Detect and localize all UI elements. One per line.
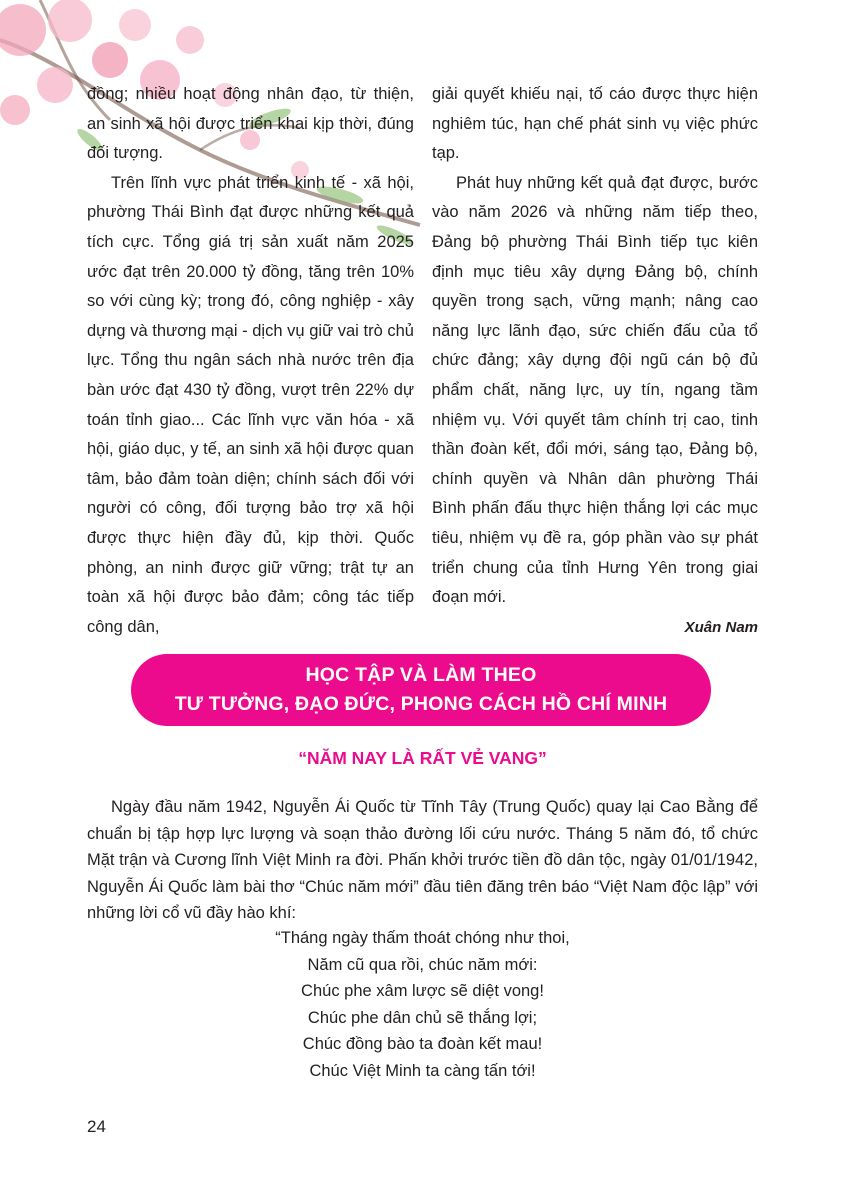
- article-body: [87, 794, 758, 927]
- banner-line-1: HỌC TẬP VÀ LÀM THEO: [305, 664, 537, 686]
- section-banner: [131, 654, 711, 726]
- page-number: 24: [87, 1117, 106, 1136]
- poem-line: Năm cũ qua rồi, chúc năm mới:: [307, 955, 538, 974]
- poem: [87, 925, 758, 1085]
- poem-line: Chúc Việt Minh ta càng tấn tới!: [309, 1061, 536, 1080]
- right-column: [432, 80, 758, 642]
- article-title: “NĂM NAY LÀ RẤT VẺ VANG”: [298, 748, 547, 768]
- left-column: [87, 80, 414, 642]
- banner-line-2: TƯ TƯỞNG, ĐẠO ĐỨC, PHONG CÁCH HỒ CHÍ MINH: [174, 693, 668, 715]
- poem-line: Chúc đồng bào ta đoàn kết mau!: [302, 1035, 543, 1054]
- poem-line: “Tháng ngày thấm thoát chóng như thoi,: [275, 929, 570, 947]
- left-paragraph-2: Trên lĩnh vực phát triển kinh tế - xã hội, phường Thái Bình đạt được những kết quả tích cực. Tổng giá trị sản xuất năm 2025 ước đạt trên 20.000 tỷ đồng, tăng trên 10% so với cùng kỳ; trong đó, công nghiệp - xây dựng và thương mại - dịch vụ giữ vai trò chủ lực. Tổng thu ngân sách nhà nước trên địa bàn ước đạt 430 tỷ đồng, vượt trên 22% dự toán tỉnh giao... Các lĩnh vực văn hóa - xã hội, giáo dục, y tế, an sinh xã hội được quan tâm, bảo đảm toàn diện; chính sách đối với người có công, đối tượng bảo trợ xã hội được thực hiện đầy đủ, kịp thời. Quốc phòng, an ninh được giữ vững; trật tự an toàn xã hội được bảo đảm; công tác tiếp công dân,: [87, 173, 414, 636]
- right-paragraph-1: giải quyết khiếu nại, tố cáo được thực hiện nghiêm túc, hạn chế phát sinh vụ việc phức tạp.: [432, 85, 758, 163]
- poem-line: Chúc phe dân chủ sẽ thắng lợi;: [307, 1008, 538, 1027]
- left-paragraph-1: đồng; nhiều hoạt động nhân đạo, từ thiện, an sinh xã hội được triển khai kịp thời, đúng đối tượng.: [87, 85, 414, 163]
- article-paragraph: Ngày đầu năm 1942, Nguyễn Ái Quốc từ Tĩnh Tây (Trung Quốc) quay lại Cao Bằng để chuẩn bị tập hợp lực lượng và soạn thảo đường lối cứu nước. Tháng 5 năm đó, tổ chức Mặt trận và Cương lĩnh Việt Minh ra đời. Phấn khởi trước tiền đồ dân tộc, ngày 01/01/1942, Nguyễn Ái Quốc làm bài thơ “Chúc năm mới” đầu tiên đăng trên báo “Việt Nam độc lập” với những lời cổ vũ đầy hào khí:: [87, 798, 758, 923]
- article-author: Xuân Nam: [684, 618, 758, 636]
- right-paragraph-2: Phát huy những kết quả đạt được, bước vào năm 2026 và những năm tiếp theo, Đảng bộ phường Thái Bình tiếp tục kiên định mục tiêu xây dựng Đảng bộ, chính quyền trong sạch, vững mạnh; nâng cao năng lực lãnh đạo, sức chiến đấu của tổ chức đảng; xây dựng đội ngũ cán bộ đủ phẩm chất, năng lực, uy tín, ngang tầm nhiệm vụ. Với quyết tâm chính trị cao, tinh thần đoàn kết, đổi mới, sáng tạo, Đảng bộ, chính quyền và Nhân dân phường Thái Bình phấn đấu thực hiện thắng lợi các mục tiêu, nhiệm vụ đề ra, góp phần vào sự phát triển chung của tỉnh Hưng Yên trong giai đoạn mới.: [432, 173, 758, 607]
- poem-line: Chúc phe xâm lược sẽ diệt vong!: [301, 982, 544, 1001]
